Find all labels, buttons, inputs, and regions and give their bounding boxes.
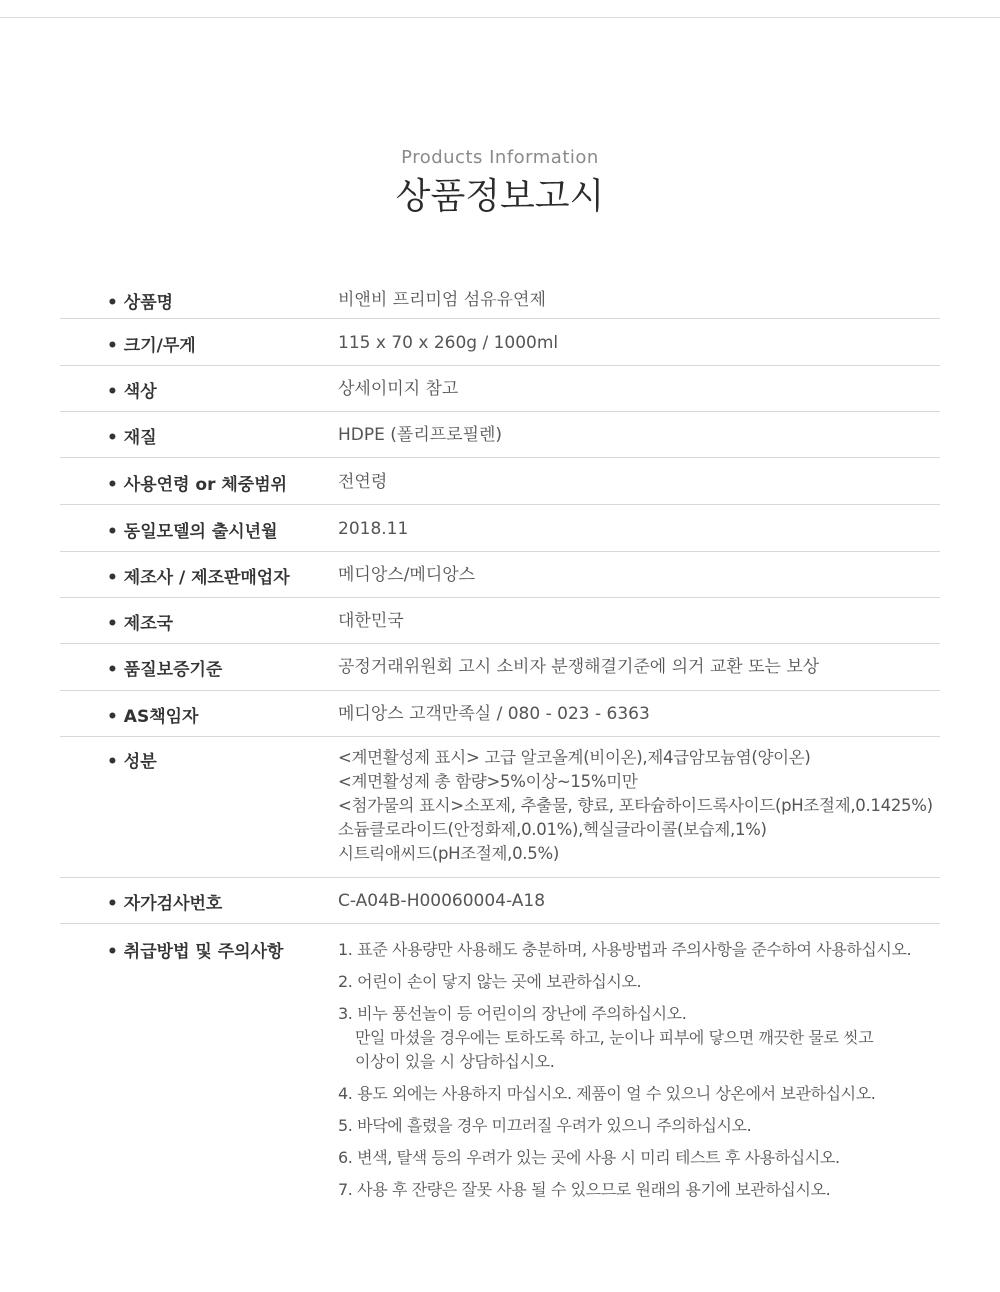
care-item: 6. 변색, 탈색 등의 우려가 있는 곳에 사용 시 미리 테스트 후 사용하십시오. bbox=[338, 1148, 840, 1167]
row-label: • 크기/무게 bbox=[107, 331, 196, 356]
table-row bbox=[60, 319, 940, 366]
table-row bbox=[60, 691, 940, 737]
row-label: • 취급방법 및 주의사항 bbox=[107, 937, 283, 962]
care-item-subline: 만일 마셨을 경우에는 토하도록 하고, 눈이나 피부에 닿으면 깨끗한 물로 씻고 bbox=[355, 1028, 874, 1047]
row-label: • 자가검사번호 bbox=[107, 889, 222, 914]
row-value: HDPE (폴리프로필렌) bbox=[338, 425, 503, 445]
section-subtitle: Products Information bbox=[401, 147, 599, 168]
row-label: • 제조사 / 제조판매업자 bbox=[107, 563, 290, 588]
table-row bbox=[60, 458, 940, 505]
row-value: 공정거래위원회 고시 소비자 분쟁해결기준에 의거 교환 또는 보상 bbox=[338, 657, 820, 677]
care-item: 4. 용도 외에는 사용하지 마십시오. 제품이 얼 수 있으니 상온에서 보관하십시오. bbox=[338, 1084, 876, 1103]
ingredient-line: 시트릭애씨드(pH조절제,0.5%) bbox=[338, 844, 559, 863]
row-label: • 재질 bbox=[107, 423, 157, 448]
care-item: 2. 어린이 손이 닿지 않는 곳에 보관하십시오. bbox=[338, 972, 642, 991]
row-value: 상세이미지 참고 bbox=[338, 379, 459, 399]
row-label: • 색상 bbox=[107, 377, 157, 402]
row-label: • 품질보증기준 bbox=[107, 655, 222, 680]
care-item: 1. 표준 사용량만 사용해도 충분하며, 사용방법과 주의사항을 준수하여 사용하십시오. bbox=[338, 940, 912, 959]
top-divider bbox=[0, 17, 1000, 18]
ingredients-list bbox=[338, 746, 933, 866]
table-row bbox=[60, 878, 940, 924]
table-row bbox=[60, 598, 940, 644]
care-item-subline: 이상이 있을 시 상담하십시오. bbox=[355, 1052, 555, 1071]
ingredient-line: <계면활성제 표시> 고급 알코올계(비이온),제4급암모늄염(양이온) bbox=[338, 748, 811, 767]
care-item-text: 3. 비누 풍선놀이 등 어린이의 장난에 주의하십시오. bbox=[338, 1004, 687, 1023]
care-item: 7. 사용 후 잔량은 잘못 사용 될 수 있으므로 원래의 용기에 보관하십시오. bbox=[338, 1180, 831, 1199]
row-label: • AS책임자 bbox=[107, 702, 198, 727]
table-row bbox=[60, 505, 940, 552]
row-value: 메디앙스/메디앙스 bbox=[338, 565, 476, 585]
ingredient-line: <계면활성제 총 함량>5%이상~15%미만 bbox=[338, 772, 638, 791]
table-row-care bbox=[60, 924, 940, 1214]
row-value: C-A04B-H00060004-A18 bbox=[338, 891, 546, 911]
row-label: • 제조국 bbox=[107, 609, 173, 634]
ingredient-line: 소듐클로라이드(안정화제,0.01%),헥실글라이콜(보습제,1%) bbox=[338, 820, 767, 839]
table-row bbox=[60, 412, 940, 458]
row-value: 대한민국 bbox=[338, 611, 404, 631]
page-title: 상품정보고시 bbox=[395, 176, 605, 217]
row-value: 2018.11 bbox=[338, 519, 409, 539]
row-value: 전연령 bbox=[338, 472, 388, 492]
row-value: 메디앙스 고객만족실 / 080 - 023 - 6363 bbox=[338, 704, 650, 724]
care-item: 5. 바닥에 흘렸을 경우 미끄러질 우려가 있으니 주의하십시오. bbox=[338, 1116, 752, 1135]
row-label: • 성분 bbox=[107, 747, 157, 772]
table-row bbox=[60, 278, 940, 319]
ingredient-line: <첨가물의 표시>소포제, 추출물, 향료, 포타슘하이드록사이드(pH조절제,0.1425%) bbox=[338, 796, 933, 815]
table-row bbox=[60, 644, 940, 691]
table-row-ingredients bbox=[60, 737, 940, 878]
care-item bbox=[338, 1002, 911, 1074]
row-label: • 사용연령 or 체중범위 bbox=[107, 470, 287, 495]
product-info-table bbox=[60, 278, 940, 1214]
row-value: 115 x 70 x 260g / 1000ml bbox=[338, 333, 559, 353]
row-label: • 상품명 bbox=[107, 288, 173, 313]
table-row bbox=[60, 366, 940, 412]
row-label: • 동일모델의 출시년월 bbox=[107, 517, 278, 542]
care-instructions bbox=[338, 938, 911, 1210]
table-row bbox=[60, 552, 940, 598]
row-value: 비앤비 프리미엄 섬유유연제 bbox=[338, 290, 546, 310]
